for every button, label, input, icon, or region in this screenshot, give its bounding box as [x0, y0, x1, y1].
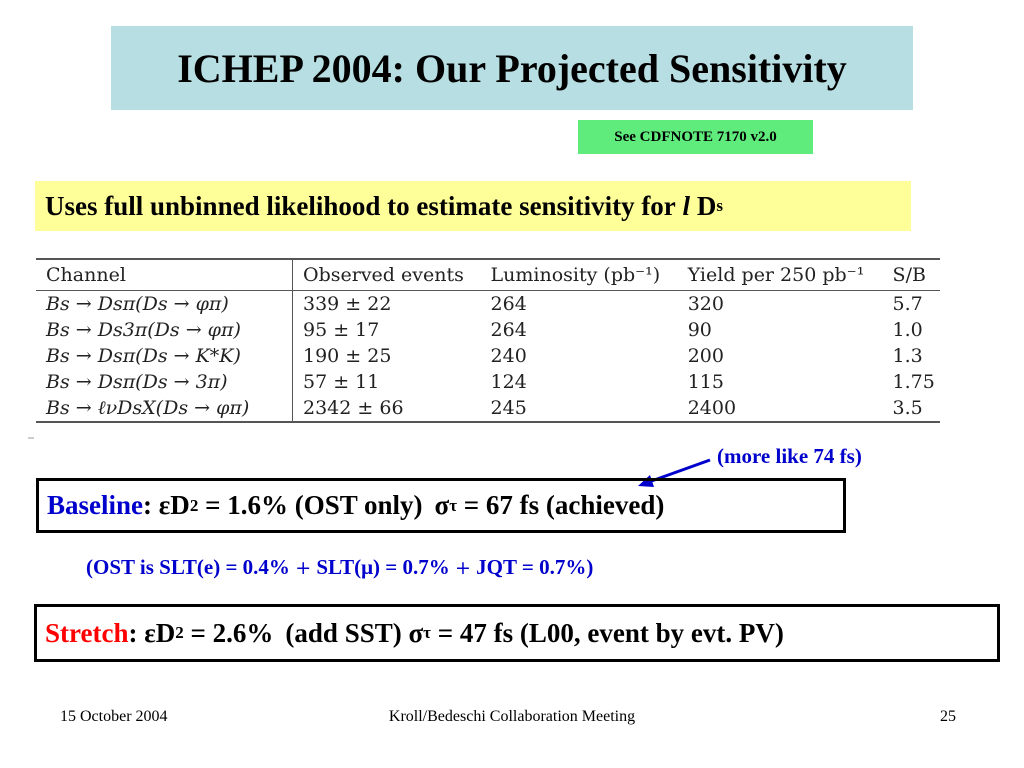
table-row [36, 343, 940, 369]
uses-line-l: l [682, 190, 691, 221]
ost-breakdown [86, 555, 593, 580]
baseline-sigma: σ [434, 490, 450, 520]
cell-s-b: 3.5 [892, 397, 923, 419]
cell-yield: 320 [687, 293, 724, 315]
cell-channel: Bs → ℓνDsX(Ds → φπ) [36, 395, 293, 422]
ost-part1: (OST is SLT(e) = 0.4% [86, 555, 290, 579]
baseline-box [36, 478, 846, 533]
header-luminosity: Luminosity (pb⁻¹) [481, 259, 678, 291]
ost-mu: μ [361, 555, 374, 579]
header-observed-events: Observed events [293, 259, 481, 291]
cell-observed: 190 ± 25 [303, 345, 392, 367]
stretch-add: (add SST) [285, 617, 402, 648]
header-yield: Yield per 250 pb⁻¹ [678, 259, 883, 291]
cell-yield: 2400 [687, 397, 737, 419]
cell-luminosity: 240 [490, 345, 527, 367]
decorative-rule [28, 437, 34, 439]
ost-part2: SLT( [316, 555, 362, 579]
stretch-result: = 47 fs (L00, event by evt. PV) [437, 617, 784, 648]
cell-yield: 200 [687, 345, 724, 367]
cell-observed: 95 ± 17 [303, 319, 380, 341]
channel-table [36, 258, 940, 423]
table-row [36, 317, 940, 343]
baseline-value: = 1.6% (OST only) [205, 490, 423, 520]
slide-title: ICHEP 2004: Our Projected Sensitivity [177, 45, 847, 91]
stretch-sup: 2 [175, 623, 184, 642]
cell-observed: 2342 ± 66 [303, 397, 404, 419]
baseline-label: Baseline [47, 490, 144, 520]
cdfnote-badge: See CDFNOTE 7170 v2.0 [578, 120, 813, 154]
ost-plus1: + [295, 557, 312, 579]
ost-part4: JQT = 0.7%) [476, 555, 594, 579]
uses-line-box [35, 181, 911, 231]
stretch-label: Stretch [45, 617, 129, 648]
table-row [36, 291, 940, 318]
stretch-colon: : [128, 617, 138, 648]
cell-channel: Bs → Dsπ(Ds → 3π) [36, 369, 293, 395]
stretch-eps: εD [144, 617, 176, 648]
baseline-eps: εD [158, 490, 190, 520]
baseline-result: = 67 fs (achieved) [463, 490, 665, 520]
footer-date: 15 October 2004 [60, 708, 168, 725]
cell-s-b: 1.0 [892, 319, 923, 341]
cell-channel: Bs → Ds3π(Ds → φπ) [36, 317, 293, 343]
cell-observed: 339 ± 22 [303, 293, 392, 315]
baseline-tau: τ [449, 495, 458, 515]
footer-meeting: Kroll/Bedeschi Collaboration Meeting [388, 708, 636, 725]
cell-s-b: 1.75 [892, 371, 935, 393]
cell-luminosity: 124 [490, 371, 527, 393]
annotation-more-like: (more like 74 fs) [717, 444, 862, 468]
ost-plus2: + [455, 557, 471, 579]
header-channel: Channel [36, 259, 293, 291]
cell-luminosity: 264 [490, 319, 527, 341]
cell-luminosity: 264 [490, 293, 527, 315]
cell-channel: Bs → Dsπ(Ds → φπ) [36, 291, 293, 318]
footer-page-number: 25 [940, 708, 956, 725]
cell-yield: 90 [687, 319, 712, 341]
ost-part3: ) = 0.7% [373, 555, 450, 579]
stretch-box [34, 604, 1000, 662]
cell-channel: Bs → Dsπ(Ds → K*K) [36, 343, 293, 369]
uses-line-ds-sub: s [716, 196, 723, 215]
uses-line-text: Uses full unbinned likelihood to estimate sensitivity for [45, 190, 676, 221]
cell-s-b: 1.3 [892, 345, 923, 367]
stretch-sigma: σ [408, 617, 424, 648]
baseline-colon: : [143, 490, 153, 520]
cell-observed: 57 ± 11 [303, 371, 380, 393]
table-row [36, 395, 940, 422]
cell-luminosity: 245 [490, 397, 527, 419]
uses-line-ds: D [696, 190, 717, 221]
baseline-sup: 2 [189, 495, 199, 515]
cell-s-b: 5.7 [892, 293, 923, 315]
cell-yield: 115 [687, 371, 724, 393]
table-row [36, 369, 940, 395]
stretch-tau: τ [423, 623, 432, 642]
stretch-value: = 2.6% [190, 617, 274, 648]
title-box [111, 26, 913, 110]
table-header-row [36, 259, 940, 291]
header-s-b: S/B [883, 259, 940, 291]
